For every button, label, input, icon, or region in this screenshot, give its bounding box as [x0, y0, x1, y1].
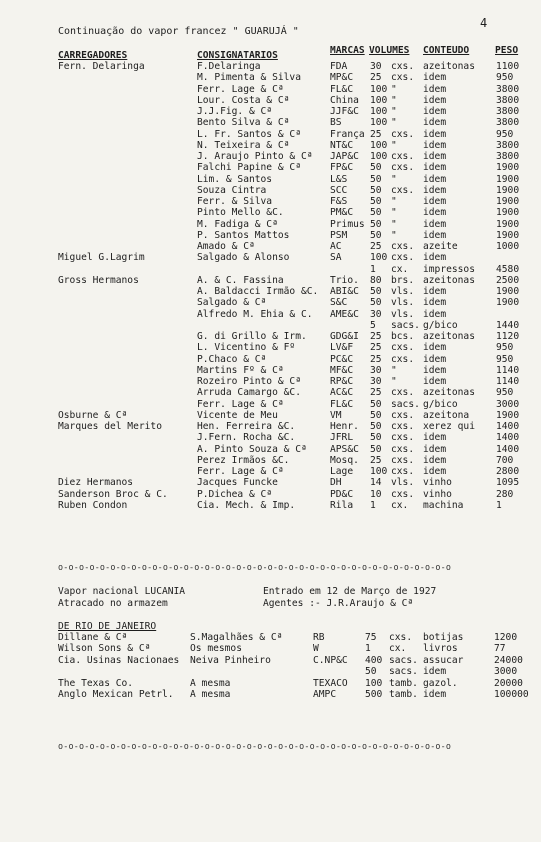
cell-mark: JJF&C: [330, 106, 359, 117]
cell-consignee: Ferr. Lage & Cª: [197, 83, 284, 95]
cell-unit: cxs.: [391, 353, 415, 365]
cell-mark: Primus: [330, 218, 365, 230]
cell-shipper: Wilson Sons & Cª: [58, 643, 151, 655]
cell-qty: 14: [370, 477, 382, 489]
cell-unit: cx.: [389, 643, 407, 655]
cell-content: idem: [423, 376, 447, 387]
cell-value: 1200: [494, 632, 518, 643]
cell-mark: L&S: [330, 173, 348, 185]
header-shippers: CARREGADORES: [58, 50, 128, 61]
cell-consignee: Bento Silva & Cª: [197, 117, 290, 129]
cell-qty: 50: [370, 207, 382, 219]
cell-value: 4580: [496, 263, 520, 275]
cell-qty: 50: [370, 173, 382, 185]
cell-value: 3800: [496, 106, 520, 117]
cell-content: idem: [423, 466, 447, 477]
cell-qty: 100: [370, 94, 388, 106]
cell-unit: cxs.: [391, 162, 415, 174]
cell-consignee: J. Araujo Pinto & Cª: [197, 151, 313, 162]
cell-unit: cxs.: [391, 409, 415, 421]
cell-mark: DH: [330, 477, 342, 489]
cell-content: idem: [423, 297, 447, 309]
header-volumes: VOLUMES: [369, 45, 410, 56]
cell-content: idem: [423, 432, 447, 444]
cell-qty: 50: [365, 666, 377, 678]
cell-shipper: Marques del Merito: [58, 421, 162, 432]
cell-content: idem: [423, 666, 447, 678]
cell-consignee: Rozeiro Pinto & Cª: [197, 376, 301, 387]
cell-unit: cxs.: [391, 421, 415, 432]
cell-consignee: Cia. Mech. & Imp.: [197, 499, 296, 511]
cell-unit: ": [391, 196, 397, 207]
cell-qty: 50: [370, 409, 382, 421]
cell-mark: Mosq.: [330, 454, 359, 466]
cell-mark: ABI&C: [330, 286, 359, 297]
cell-value: 1900: [496, 229, 520, 241]
cell-value: 1900: [496, 196, 520, 207]
cell-content: assucar: [423, 654, 464, 666]
cell-content: azeitonas: [423, 331, 475, 342]
cell-value: 950: [496, 128, 514, 140]
cell-value: 1440: [496, 319, 520, 331]
cell-qty: 400: [365, 654, 383, 666]
cell-content: vinho: [423, 477, 452, 489]
cell-mark: W: [313, 643, 319, 655]
cell-consignee: Lour. Costa & Cª: [197, 94, 290, 106]
cell-consignee: Falchi Papine & Cª: [197, 162, 301, 174]
separator-line-bottom: o-o-o-o-o-o-o-o-o-o-o-o-o-o-o-o-o-o-o-o-o-o-o-o-o-o-o-o-o-o-o-o-o-o-o-o-o-o: [58, 741, 452, 751]
cell-value: 20000: [494, 677, 523, 689]
cell-shipper: Fern. Delaringa: [58, 61, 145, 72]
cell-value: 950: [496, 342, 514, 354]
cell-consignee: Ferr. Lage & Cª: [197, 398, 284, 410]
cell-qty: 10: [370, 488, 382, 500]
cell-value: 77: [494, 643, 506, 655]
cell-consignee: M. Fadiga & Cª: [197, 218, 278, 230]
cell-value: 2800: [496, 466, 520, 477]
cell-unit: ": [391, 218, 397, 230]
cell-mark: SCC: [330, 184, 348, 196]
cell-shipper: Anglo Mexican Petrl.: [58, 689, 174, 700]
cell-unit: brs.: [391, 274, 415, 286]
cell-value: 280: [496, 488, 514, 500]
cell-shipper: Sanderson Broc & C.: [58, 488, 168, 500]
cell-qty: 1: [370, 499, 376, 511]
cell-qty: 100: [370, 151, 388, 162]
cell-consignee: F.Delaringa: [197, 61, 261, 72]
cell-qty: 100: [370, 139, 388, 151]
cell-unit: sacs.: [391, 398, 420, 410]
cell-unit: ": [391, 173, 397, 185]
cell-mark: S&C: [330, 297, 348, 309]
cell-content: idem: [423, 139, 447, 151]
cell-mark: Henr.: [330, 421, 359, 432]
cell-consignee: A mesma: [190, 689, 231, 700]
cell-qty: 25: [370, 353, 382, 365]
cell-mark: FDA: [330, 61, 348, 72]
cell-unit: ": [391, 364, 397, 376]
cell-unit: cxs.: [391, 387, 415, 399]
cell-consignee: Salgado & Alonso: [197, 252, 290, 264]
vapor-name: Vapor nacional LUCANIA: [58, 586, 186, 597]
cell-content: idem: [423, 353, 447, 365]
cell-consignee: Os mesmos: [190, 643, 242, 655]
cell-qty: 5: [370, 319, 376, 331]
cell-consignee: L. Fr. Santos & Cª: [197, 128, 301, 140]
cell-consignee: Lim. & Santos: [197, 173, 273, 185]
cell-qty: 50: [370, 162, 382, 174]
cell-mark: AMPC: [313, 689, 337, 700]
cell-consignee: J.J.Fig. & Cª: [197, 106, 273, 117]
cell-qty: 50: [370, 218, 382, 230]
cell-qty: 50: [370, 286, 382, 297]
cell-content: idem: [423, 308, 447, 320]
cell-value: 950: [496, 387, 514, 399]
cell-qty: 100: [370, 83, 388, 95]
cell-shipper: Diez Hermanos: [58, 477, 134, 489]
cell-mark: VM: [330, 409, 342, 421]
cell-mark: AME&C: [330, 308, 359, 320]
cell-qty: 50: [370, 398, 382, 410]
separator-line: o-o-o-o-o-o-o-o-o-o-o-o-o-o-o-o-o-o-o-o-o-o-o-o-o-o-o-o-o-o-o-o-o-o-o-o-o-o: [58, 562, 452, 572]
cell-content: idem: [423, 342, 447, 354]
cell-content: botijas: [423, 632, 464, 643]
cell-content: g/bico: [423, 398, 458, 410]
cell-consignee: Hen. Ferreira &C.: [197, 421, 296, 432]
cell-shipper: Gross Hermanos: [58, 274, 139, 286]
cell-value: 3000: [496, 398, 520, 410]
cell-unit: ": [391, 139, 397, 151]
cell-value: 1100: [496, 61, 520, 72]
cell-value: 1900: [496, 297, 520, 309]
cell-consignee: Arruda Camargo &C.: [197, 387, 301, 399]
vapor-agents: Agentes :- J.R.Araujo & Cª: [263, 598, 414, 609]
cell-content: vinho: [423, 488, 452, 500]
cell-qty: 50: [370, 443, 382, 455]
cell-value: 100000: [494, 689, 529, 700]
cell-content: gazol.: [423, 677, 458, 689]
origin-heading: DE RIO DE JANEIRO: [58, 621, 157, 632]
cell-value: 24000: [494, 654, 523, 666]
cell-qty: 100: [370, 106, 388, 117]
cell-qty: 25: [370, 387, 382, 399]
cell-mark: RP&C: [330, 376, 354, 387]
vapor-entry: Entrado em 12 de Março de 1927: [263, 586, 437, 597]
cell-consignee: Martins Fº & Cª: [197, 364, 284, 376]
cell-qty: 25: [370, 454, 382, 466]
cell-shipper: Cia. Usinas Nacionaes: [58, 654, 180, 666]
cell-consignee: Salgado & Cª: [197, 297, 267, 309]
cell-content: idem: [423, 173, 447, 185]
cell-value: 1400: [496, 421, 520, 432]
cell-value: 1140: [496, 364, 520, 376]
cell-unit: ": [391, 117, 397, 129]
cell-mark: C.NP&C: [313, 654, 348, 666]
cell-value: 1140: [496, 376, 520, 387]
cell-consignee: M. Pimenta & Silva: [197, 72, 301, 84]
cell-mark: AC: [330, 241, 342, 252]
cell-qty: 50: [370, 196, 382, 207]
cell-mark: MF&C: [330, 364, 354, 376]
cell-consignee: P.Dichea & Cª: [197, 488, 273, 500]
cell-shipper: The Texas Co.: [58, 677, 134, 689]
cell-mark: AC&C: [330, 387, 354, 399]
cell-mark: LV&F: [330, 342, 354, 354]
cell-consignee: Perez Irmãos &C.: [197, 454, 290, 466]
cell-mark: MP&C: [330, 72, 354, 84]
cell-shipper: Osburne & Cª: [58, 409, 128, 421]
cell-mark: GDG&I: [330, 331, 359, 342]
cell-unit: cxs.: [391, 466, 415, 477]
cell-consignee: A. & C. Fassina: [197, 274, 284, 286]
cell-shipper: Dillane & Cª: [58, 632, 128, 643]
cell-content: idem: [423, 218, 447, 230]
cell-unit: cxs.: [391, 241, 415, 252]
cell-mark: SA: [330, 252, 342, 264]
cell-content: idem: [423, 151, 447, 162]
cell-value: 700: [496, 454, 514, 466]
cell-value: 950: [496, 353, 514, 365]
cell-content: azeitonas: [423, 387, 475, 399]
cell-consignee: J.Fern. Rocha &C.: [197, 432, 296, 444]
cell-consignee: Ferr. & Silva: [197, 196, 273, 207]
cell-content: azeitonas: [423, 274, 475, 286]
cell-value: 3800: [496, 83, 520, 95]
header-marks: MARCAS: [330, 45, 365, 56]
cell-qty: 100: [370, 252, 388, 264]
cell-unit: cxs.: [391, 443, 415, 455]
cell-consignee: Neiva Pinheiro: [190, 654, 271, 666]
cell-mark: NT&C: [330, 139, 354, 151]
header-weight: PESO: [495, 45, 519, 56]
cell-content: idem: [423, 196, 447, 207]
cell-content: idem: [423, 106, 447, 117]
cell-content: idem: [423, 454, 447, 466]
cell-mark: FL&C: [330, 83, 354, 95]
document-title: Continuação do vapor francez " GUARUJÁ ": [58, 26, 299, 37]
cell-content: idem: [423, 364, 447, 376]
cell-value: 3800: [496, 117, 520, 129]
cell-mark: RB: [313, 632, 325, 643]
cell-unit: ": [391, 83, 397, 95]
cell-unit: bcs.: [391, 331, 415, 342]
cell-value: 1000: [496, 241, 520, 252]
cell-mark: JAP&C: [330, 151, 359, 162]
cell-qty: 100: [370, 466, 388, 477]
cell-consignee: A. Baldacci Irmão &C.: [197, 286, 319, 297]
cell-consignee: L. Vicentino & Fº: [197, 342, 296, 354]
header-contents: CONTEUDO: [423, 45, 470, 56]
cell-content: xerez qui: [423, 421, 475, 432]
cell-qty: 1: [365, 643, 371, 655]
cell-value: 1900: [496, 218, 520, 230]
cell-qty: 75: [365, 632, 377, 643]
cell-unit: cxs.: [389, 632, 413, 643]
cell-mark: FL&C: [330, 398, 354, 410]
cell-unit: ": [391, 229, 397, 241]
cell-content: azeite: [423, 241, 458, 252]
cell-unit: cxs.: [391, 61, 415, 72]
cell-unit: ": [391, 94, 397, 106]
cell-consignee: Ferr. Lage & Cª: [197, 466, 284, 477]
cell-unit: cxs.: [391, 252, 415, 264]
cell-qty: 25: [370, 331, 382, 342]
cell-unit: ": [391, 376, 397, 387]
cell-qty: 30: [370, 364, 382, 376]
cell-qty: 25: [370, 342, 382, 354]
cell-consignee: Alfredo M. Ehia & C.: [197, 308, 313, 320]
cell-consignee: A mesma: [190, 677, 231, 689]
cell-value: 1900: [496, 162, 520, 174]
cell-content: azeitona: [423, 409, 470, 421]
cell-mark: BS: [330, 117, 342, 129]
cell-unit: cx.: [391, 263, 409, 275]
cell-mark: Rila: [330, 499, 354, 511]
cell-unit: cxs.: [391, 184, 415, 196]
cell-unit: cx.: [391, 499, 409, 511]
cell-unit: cxs.: [391, 432, 415, 444]
cell-mark: PD&C: [330, 488, 354, 500]
cell-consignee: P.Chaco & Cª: [197, 353, 267, 365]
cell-mark: França: [330, 128, 365, 140]
cell-consignee: Souza Cintra: [197, 184, 267, 196]
cell-value: 1900: [496, 207, 520, 219]
cell-unit: cxs.: [391, 342, 415, 354]
cell-mark: APS&C: [330, 443, 359, 455]
cell-consignee: Jacques Funcke: [197, 477, 278, 489]
cell-unit: cxs.: [391, 128, 415, 140]
cell-value: 1900: [496, 184, 520, 196]
cell-value: 3000: [494, 666, 518, 678]
cell-mark: TEXACO: [313, 677, 348, 689]
cell-value: 1900: [496, 286, 520, 297]
cell-consignee: N. Teixeira & Cª: [197, 139, 290, 151]
cell-consignee: Amado & Cª: [197, 241, 255, 252]
cell-consignee: A. Pinto Souza & Cª: [197, 443, 307, 455]
cell-value: 1400: [496, 432, 520, 444]
cell-value: 950: [496, 72, 514, 84]
cell-unit: cxs.: [391, 151, 415, 162]
cell-mark: PC&C: [330, 353, 354, 365]
cell-mark: FP&C: [330, 162, 354, 174]
cell-unit: cxs.: [391, 488, 415, 500]
header-consignees: CONSIGNATARIOS: [197, 50, 278, 61]
cell-qty: 1: [370, 263, 376, 275]
cell-qty: 25: [370, 241, 382, 252]
cell-mark: China: [330, 94, 359, 106]
cell-unit: tamb.: [389, 677, 418, 689]
cell-value: 3800: [496, 139, 520, 151]
cell-consignee: P. Santos Mattos: [197, 229, 290, 241]
cell-value: 1120: [496, 331, 520, 342]
cell-content: idem: [423, 184, 447, 196]
cell-qty: 50: [370, 432, 382, 444]
cell-consignee: Pinto Mello &C.: [197, 207, 284, 219]
cell-content: idem: [423, 83, 447, 95]
cell-content: impressos: [423, 263, 475, 275]
cell-value: 1900: [496, 173, 520, 185]
cell-qty: 30: [370, 61, 382, 72]
cell-content: livros: [423, 643, 458, 655]
cell-content: idem: [423, 443, 447, 455]
cell-content: idem: [423, 229, 447, 241]
cell-unit: ": [391, 207, 397, 219]
cell-qty: 30: [370, 308, 382, 320]
cell-unit: ": [391, 106, 397, 117]
cell-value: 1: [496, 499, 502, 511]
cell-content: idem: [423, 94, 447, 106]
cell-qty: 25: [370, 128, 382, 140]
cell-content: machina: [423, 499, 464, 511]
cell-unit: cxs.: [391, 72, 415, 84]
cell-mark: Trio.: [330, 274, 359, 286]
cell-unit: sacs.: [389, 666, 418, 678]
cell-qty: 50: [370, 421, 382, 432]
cell-qty: 500: [365, 689, 383, 700]
cell-consignee: G. di Grillo & Irm.: [197, 331, 307, 342]
cell-unit: vls.: [391, 477, 415, 489]
cell-mark: PM&C: [330, 207, 354, 219]
cell-unit: vls.: [391, 297, 415, 309]
cell-qty: 100: [365, 677, 383, 689]
cell-consignee: Vicente de Meu: [197, 409, 278, 421]
cell-content: g/bico: [423, 319, 458, 331]
cell-unit: vls.: [391, 308, 415, 320]
cell-value: 3800: [496, 151, 520, 162]
cell-qty: 25: [370, 72, 382, 84]
cell-unit: vls.: [391, 286, 415, 297]
vapor-berth: Atracado no armazem: [58, 598, 168, 609]
cell-content: idem: [423, 128, 447, 140]
cell-content: idem: [423, 162, 447, 174]
cell-unit: sacs.: [389, 654, 418, 666]
cell-mark: PSM: [330, 229, 348, 241]
cell-qty: 50: [370, 297, 382, 309]
cell-qty: 50: [370, 229, 382, 241]
cell-unit: sacs.: [391, 319, 420, 331]
cell-content: idem: [423, 286, 447, 297]
cell-unit: cxs.: [391, 454, 415, 466]
cell-value: 3800: [496, 94, 520, 106]
cell-consignee: S.Magalhães & Cª: [190, 632, 283, 643]
cell-content: idem: [423, 117, 447, 129]
cell-content: idem: [423, 689, 447, 700]
cell-content: azeitonas: [423, 61, 475, 72]
cell-shipper: Ruben Condon: [58, 499, 128, 511]
cell-value: 2500: [496, 274, 520, 286]
page-number: 4: [480, 16, 488, 30]
cell-qty: 80: [370, 274, 382, 286]
cell-unit: tamb.: [389, 689, 418, 700]
cell-content: idem: [423, 207, 447, 219]
cell-content: idem: [423, 72, 447, 84]
cell-qty: 50: [370, 184, 382, 196]
cell-shipper: Miguel G.Lagrim: [58, 252, 145, 264]
cell-qty: 30: [370, 376, 382, 387]
cell-content: idem: [423, 252, 447, 264]
cell-qty: 100: [370, 117, 388, 129]
cell-value: 1400: [496, 443, 520, 455]
cell-mark: F&S: [330, 196, 348, 207]
cell-mark: Lage: [330, 466, 354, 477]
cell-value: 1095: [496, 477, 520, 489]
cell-value: 1900: [496, 409, 520, 421]
cell-mark: JFRL: [330, 432, 354, 444]
